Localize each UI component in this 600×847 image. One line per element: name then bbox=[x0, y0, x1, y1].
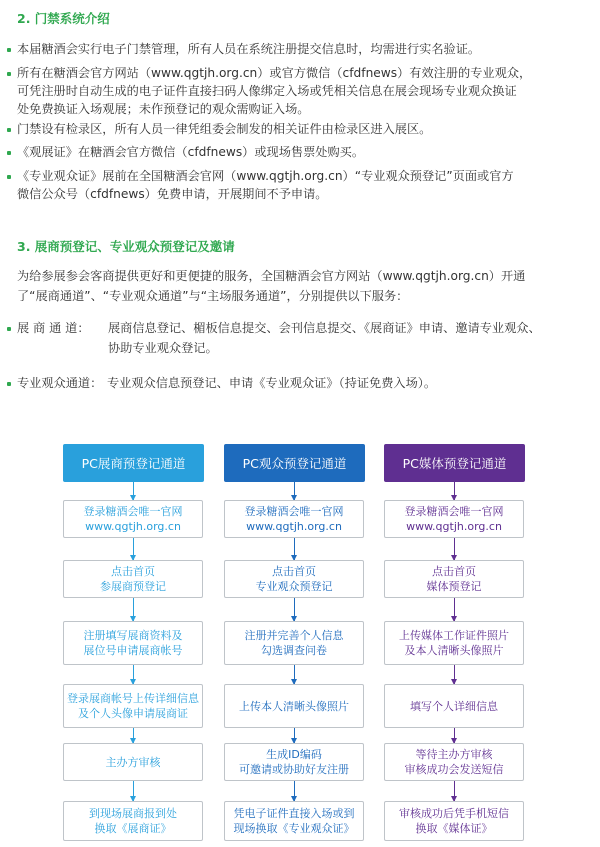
flow-step-box bbox=[384, 500, 524, 538]
flow-step-text: 登录糖酒会唯一官网 bbox=[83, 505, 183, 518]
flow-step-text: 及个人头像申请展商证 bbox=[78, 707, 188, 720]
flow-step-text: 点击首页 bbox=[432, 565, 476, 578]
channel-label: 展 商 通 道： bbox=[17, 321, 90, 335]
flow-step-text: 换取《媒体证》 bbox=[415, 822, 493, 835]
flow-step-box bbox=[384, 801, 524, 841]
flow-arrow bbox=[294, 598, 295, 621]
bullet-text: 可凭注册时自动生成的电子证件直接扫码人像绑定入场或凭相关信息在展会现场专业观众换证 bbox=[17, 84, 517, 98]
flow-step-text: 主办方审核 bbox=[105, 755, 161, 769]
channel-desc: 协助专业观众登记。 bbox=[108, 341, 218, 355]
flow-arrow bbox=[454, 665, 455, 684]
flow-arrow bbox=[294, 728, 295, 743]
flow-arrow bbox=[454, 728, 455, 743]
flow-step-text: 审核成功会发送短信 bbox=[404, 763, 504, 776]
flow-step-text: 展位号申请展商帐号 bbox=[83, 644, 183, 657]
flow-arrow bbox=[294, 781, 295, 801]
flow-column-header: PC媒体预登记通道 bbox=[384, 444, 525, 482]
flow-arrow bbox=[133, 728, 134, 743]
flow-step-box bbox=[63, 621, 203, 665]
flow-step-text: 上传媒体工作证件照片 bbox=[399, 629, 509, 642]
bullet-text: 本届糖酒会实行电子门禁管理，所有人员在系统注册提交信息时，均需进行实名验证。 bbox=[17, 42, 481, 56]
intro-text: 为给参展参会客商提供更好和更便捷的服务，全国糖酒会官方网站（www.qgtjh.org.cn）开通 bbox=[17, 269, 526, 283]
flow-step-text: 登录糖酒会唯一官网 bbox=[244, 505, 344, 518]
flow-step-box bbox=[63, 801, 203, 841]
bullet-text: 处免费换证入场观展；未作预登记的观众需购证入场。 bbox=[17, 102, 310, 116]
bullet-text: 《专业观众证》展前在全国糖酒会官网（www.qgtjh.org.cn）“专业观众预登记”页面或官方 bbox=[17, 169, 514, 183]
section-3-heading: 3. 展商预登记、专业观众预登记及邀请 bbox=[17, 239, 235, 254]
flow-step-box bbox=[224, 684, 364, 728]
flow-arrow bbox=[294, 538, 295, 560]
flow-step-text: 专业观众预登记 bbox=[255, 580, 333, 593]
flow-step-text: 及本人清晰头像照片 bbox=[404, 644, 504, 657]
flow-step-text: 换取《展商证》 bbox=[94, 822, 172, 835]
flow-step-text: 上传本人清晰头像照片 bbox=[239, 699, 349, 713]
bullet-dot bbox=[7, 72, 11, 76]
flow-step-text: 登录糖酒会唯一官网 bbox=[404, 505, 504, 518]
intro-text: 了“展商通道”、“专业观众通道”与“主场服务通道”，分别提供以下服务： bbox=[17, 289, 409, 303]
flow-step-box bbox=[63, 743, 203, 781]
bullet-text: 所有在糖酒会官方网站（www.qgtjh.org.cn）或官方微信（cfdfnews）有效注册的专业观众， bbox=[17, 66, 532, 80]
flow-step-box bbox=[63, 560, 203, 598]
flow-step-text: 点击首页 bbox=[111, 565, 155, 578]
flow-arrow bbox=[454, 781, 455, 801]
flow-step-box bbox=[384, 684, 524, 728]
bullet-text: 微信公众号（cfdfnews）免费申请，开展期间不予申请。 bbox=[17, 187, 328, 201]
flow-step-text: 凭电子证件直接入场或到 bbox=[233, 807, 355, 820]
flow-step-box bbox=[63, 500, 203, 538]
channel-desc: 专业观众信息预登记、申请《专业观众证》（持证免费入场）。 bbox=[107, 376, 437, 390]
bullet-dot bbox=[7, 151, 11, 155]
flow-step-box bbox=[384, 560, 524, 598]
flow-step-box bbox=[224, 743, 364, 781]
flow-arrow bbox=[454, 598, 455, 621]
flow-column-header: PC展商预登记通道 bbox=[63, 444, 204, 482]
flow-arrow bbox=[294, 482, 295, 500]
flow-arrow bbox=[294, 665, 295, 684]
flow-step-text: 注册填写展商资料及 bbox=[83, 629, 183, 642]
flow-step-box bbox=[63, 684, 203, 728]
bullet-text: 《观展证》在糖酒会官方微信（cfdfnews）或现场售票处购买。 bbox=[17, 145, 365, 159]
flow-step-text: 登录展商帐号上传详细信息 bbox=[67, 692, 199, 705]
flow-arrow bbox=[133, 538, 134, 560]
flow-step-text: www.qgtjh.org.cn bbox=[406, 520, 502, 533]
flow-step-text: 审核成功后凭手机短信 bbox=[399, 807, 509, 820]
flow-arrow bbox=[133, 598, 134, 621]
flow-step-text: www.qgtjh.org.cn bbox=[246, 520, 342, 533]
flow-step-text: 点击首页 bbox=[272, 565, 316, 578]
bullet-dot bbox=[7, 175, 11, 179]
flow-step-box bbox=[384, 743, 524, 781]
flow-step-box bbox=[224, 500, 364, 538]
flow-step-text: 等待主办方审核 bbox=[415, 748, 493, 761]
flow-step-text: 到现场展商报到处 bbox=[89, 807, 177, 820]
channel-label: 专业观众通道： bbox=[17, 376, 103, 390]
bullet-dot bbox=[7, 48, 11, 52]
flow-step-text: 填写个人详细信息 bbox=[410, 699, 498, 713]
flow-step-box bbox=[224, 801, 364, 841]
bullet-dot bbox=[7, 382, 11, 386]
section-2-heading: 2. 门禁系统介绍 bbox=[17, 11, 110, 26]
flow-step-text: 注册并完善个人信息 bbox=[244, 629, 344, 642]
flow-arrow bbox=[133, 665, 134, 684]
bullet-dot bbox=[7, 128, 11, 132]
flow-arrow bbox=[454, 538, 455, 560]
flow-step-text: 媒体预登记 bbox=[426, 580, 482, 593]
flow-column-header: PC观众预登记通道 bbox=[224, 444, 365, 482]
flow-step-text: 参展商预登记 bbox=[100, 580, 166, 593]
flow-step-box bbox=[384, 621, 524, 665]
flow-step-text: www.qgtjh.org.cn bbox=[85, 520, 181, 533]
flow-step-text: 现场换取《专业观众证》 bbox=[233, 822, 355, 835]
flow-arrow bbox=[133, 781, 134, 801]
flow-arrow bbox=[454, 482, 455, 500]
bullet-text: 门禁设有检录区，所有人员一律凭组委会制发的相关证件由检录区进入展区。 bbox=[17, 122, 432, 136]
bullet-dot bbox=[7, 327, 11, 331]
flow-step-text: 可邀请或协助好友注册 bbox=[239, 763, 349, 776]
flow-step-text: 勾选调查问卷 bbox=[261, 644, 327, 657]
flow-step-box bbox=[224, 560, 364, 598]
channel-desc: 展商信息登记、楣板信息提交、会刊信息提交、《展商证》申请、邀请专业观众、 bbox=[108, 321, 541, 335]
flow-step-box bbox=[224, 621, 364, 665]
flow-arrow bbox=[133, 482, 134, 500]
flow-step-text: 生成ID编码 bbox=[266, 748, 322, 761]
